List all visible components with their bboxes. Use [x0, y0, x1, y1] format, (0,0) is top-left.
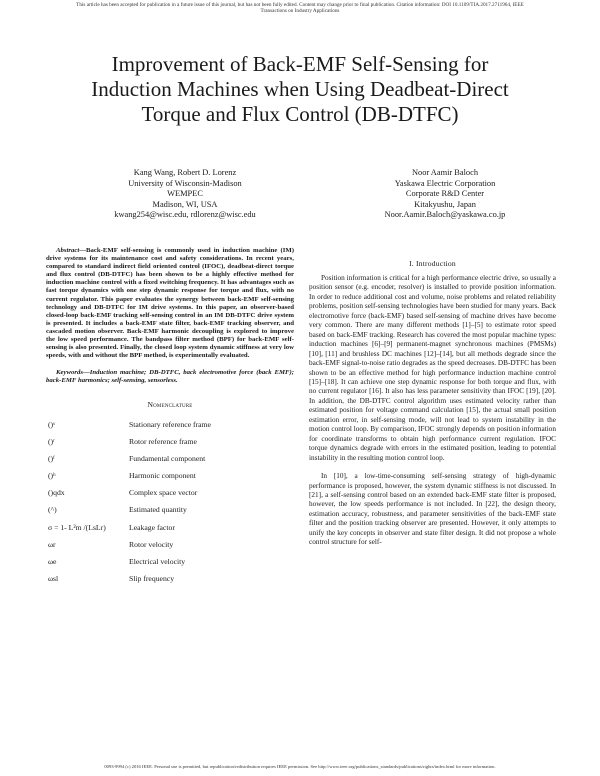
- nomenclature-symbol: ωr: [48, 539, 56, 549]
- right-column: [309, 259, 556, 548]
- nomenclature-definition: Leakage factor: [129, 522, 175, 532]
- notice-line-1: This article has been accepted for publication in a future issue of this journal, but has not been fully edited. Content may change prior to final publication. Citation information: DOI 10.1109/TIA.2017.2711964, IEEE: [76, 2, 524, 8]
- author-email: kwang254@wisc.edu, rdlorenz@wisc.edu: [114, 210, 256, 220]
- nomenclature-definition: Electrical velocity: [129, 557, 186, 566]
- author-affiliation: Yaskawa Electric Corporation: [394, 178, 496, 188]
- abstract-text: —Back-EMF self-sensing is commonly used in induction machine (IM) drive systems for its maintenance cost and safety considerations. In recent years, compared to standard indirect field oriented control (IFOC), deadbeat-direct torque and flux control (DB-DTFC) has been shown to be a highly effective method for induction machine control with a fixed switching frequency. It has advantages such as fast torque dynamics with one step dynamic response for torque and flux, with no current regulator. This paper evaluates the synergy between back-EMF self-sensing technology and DB-DTFC for IM drive systems. In this paper, an observer-based closed-loop back-EMF tracking self-sensing control in an IM DB-DTFC drive system is presented. It includes a back-EMF state filter, back-EMF tracking observer, and cascaded motion observer. Back-EMF harmonic decoupling is explored to improve the low speed performance. The bandpass filter method (BPF) for back-EMF self-sensing is also presented. Finally, the closed loop system dynamic stiffness at very low speeds, with and without the BPF method, is experimentally evaluated.: [46, 247, 294, 360]
- nomenclature-row: [46, 471, 294, 488]
- copyright-footer: 0093-9994 (c) 2016 IEEE. Personal use is permitted, but republication/redistribution requires IEEE permission. See http://www.ieee.org/publications_standards/publications/rights/index.html for more information.: [104, 764, 496, 769]
- nomenclature-definition: Rotor reference frame: [129, 436, 197, 446]
- paper-title: [40, 52, 560, 127]
- nomenclature-symbol: ωe: [48, 557, 57, 566]
- journal-notice: [8, 2, 592, 15]
- nomenclature-definition: Complex space vector: [129, 488, 198, 498]
- abstract-lead: Abstract: [56, 247, 80, 254]
- nomenclature-row: [46, 420, 294, 437]
- nomenclature-title: Nomenclature: [147, 399, 193, 409]
- nomenclature-definition: Rotor velocity: [129, 539, 174, 549]
- author-block-2: [330, 168, 560, 221]
- nomenclature-symbol: ()ˢ: [48, 419, 55, 429]
- abstract: [46, 247, 294, 360]
- author-name: Kang Wang, Robert D. Lorenz: [133, 168, 237, 177]
- author-block-1: [70, 168, 300, 221]
- nomenclature-definition: Slip frequency: [129, 574, 175, 584]
- nomenclature-definition: Stationary reference frame: [129, 419, 211, 429]
- notice-line-2: Transactions on Industry Applications: [260, 8, 340, 15]
- title-line-3: Torque and Flux Control (DB-DTFC): [141, 102, 459, 126]
- author-location: Kitakyushu, Japan: [414, 199, 476, 209]
- nomenclature-row: [46, 523, 294, 540]
- nomenclature-row: [46, 488, 294, 505]
- author-affiliation: University of Wisconsin-Madison: [128, 178, 242, 188]
- nomenclature-table: [46, 420, 294, 592]
- nomenclature-row: [46, 540, 294, 557]
- keywords: Keywords—Induction machine; DB-DTFC, back electromotive force (back EMF); back-EMF harmonics; self-sensing, sensorless.: [46, 369, 294, 385]
- author-location: Madison, WI, USA: [152, 199, 218, 209]
- nomenclature-definition: Estimated quantity: [129, 505, 187, 515]
- nomenclature-symbol: (^): [48, 505, 57, 515]
- nomenclature-row: [46, 557, 294, 574]
- title-line-2: Induction Machines when Using Deadbeat-Direct: [91, 77, 509, 101]
- nomenclature-symbol: ()ʳ: [48, 436, 55, 446]
- nomenclature-definition: Harmonic component: [129, 471, 196, 481]
- left-column: [46, 247, 294, 591]
- nomenclature-symbol: ()ʰ: [48, 471, 56, 481]
- section-title-introduction: I. Introduction: [409, 259, 456, 268]
- author-affiliation: Corporate R&D Center: [405, 189, 485, 199]
- author-name: Noor Aamir Baloch: [411, 168, 479, 177]
- introduction-paragraph-1: Position information is critical for a high performance electric drive, so usually a position sensor (e.g. encoder, resolver) is installed to provide position information. In order to reduce additional cost and volume, noise problems and related reliability problems, position self-sensing technologies have been studied for many years. Back electromotive force (back-EMF) based self-sensing of machine drives have become very common. There are many different methods [1]–[5] to estimate rotor speed based on back-EMF tracking. Research has covered the most popular machine types: induction machines [6]–[9] permanent-magnet synchronous machines (PMSMs) [10], [11] and brushless DC machines [12]–[14], but all methods degrade since the back-EMF signal-to-noise ratio degrades as the speed decreases. DB-DTFC has been shown to be an effective method for high performance induction machine control [15]–[18]. It can achieve one step dynamic response for both torque and flux, with no current regulator [16]. It also has less parameter sensitivity than IFOC [19], [20]. In addition, the DB-DTFC control algorithm uses estimated velocity rather than estimated position for voltage command calculation [15], the actual small position estimation error, in self-sensing mode, will not lead to system instability in the motion control loop. By comparison, IFOC strongly depends on position information for coordinate transforms to obtain high performance current regulation. IFOC torque dynamics degrade with errors in the estimated position, leading to potential instability in the resulting motion control loop.: [309, 274, 556, 462]
- nomenclature-row: [46, 437, 294, 454]
- nomenclature-symbol: ()qdx: [48, 488, 65, 498]
- nomenclature-definition: Fundamental component: [129, 453, 206, 463]
- nomenclature-symbol: ωsl: [48, 574, 59, 584]
- introduction-paragraph-2: In [10], a low-time-consuming self-sensing strategy of high-dynamic performance is proposed, however, the system dynamic stiffness is not discussed. In [21], a self-sensing control based on an extended back-EMF state filter is proposed, however, the low speeds performance is not included. In [22], the design theory, estimation accuracy, robustness, and parameter sensitivities of the back-EMF state filter and the position tracking observer are presented. However, it only attempts to unify the key concepts in observer and state filter design. It did not propose a whole control structure for self-: [309, 472, 556, 547]
- nomenclature-symbol: ()ᶠ: [48, 453, 55, 463]
- title-line-1: Improvement of Back-EMF Self-Sensing for: [111, 52, 489, 76]
- author-email: Noor.Aamir.Baloch@yaskawa.co.jp: [384, 210, 506, 220]
- author-affiliation: WEMPEC: [167, 189, 203, 199]
- nomenclature-row: [46, 574, 294, 591]
- nomenclature-symbol: σ = 1- L²m /(LsLr): [48, 522, 106, 532]
- nomenclature-row: [46, 454, 294, 471]
- nomenclature-row: [46, 505, 294, 522]
